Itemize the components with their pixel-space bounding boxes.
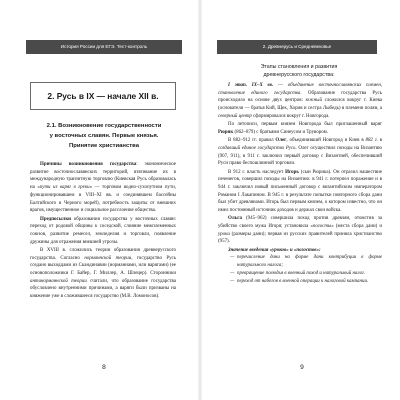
text-run: Причины возникновения государства (40, 162, 137, 167)
text-run: пути из варяг в греки (39, 185, 90, 191)
text-run: Предпосылки (40, 216, 72, 222)
paragraph (30, 161, 176, 215)
paragraph (218, 215, 382, 246)
paragraph (30, 247, 176, 301)
text-run: » — торговом водно-сухопутном пути, функционировавшем в VIII–XI вв. и соединявшем бассейны Балтийского и Черного морей), потребность защиты от внешних врагов, имущественное и социальное расслоение общества. (30, 185, 176, 214)
note-item (218, 278, 382, 286)
text-run: (размеры дани); первая из русских правителей приняла христианство (957). (218, 231, 382, 245)
text-run: уроки (218, 231, 230, 237)
paragraph (218, 137, 382, 168)
text-run: В 882–912 гг. правил (228, 138, 276, 144)
text-run: (862–879) с братьями Синеусом и Трувором. (233, 129, 329, 135)
text-run: образования государства у восточных славян: переход от родовой общины к соседской, слияние межплеменных союзов, развитие ремесел, земледелия и торговли, появление дружины для отражения внешней угрозы. (30, 216, 176, 245)
stages-heading-line: Этапы становления и развития (260, 64, 338, 70)
text-run: антинорманнской теории (30, 278, 87, 284)
text-run: В XVIII в. сложились теории образования древнерусского государства. Согласно (30, 247, 176, 261)
note-bullet: — (230, 270, 235, 276)
note-text: превращение полюдья в военный поход и натуральный налог. (237, 270, 366, 276)
text-run: Ольга (228, 216, 242, 222)
note-title: Значение введения «уроков» и «погостов»: (228, 247, 321, 253)
text-run: сложился вокруг г. Киева (основатели — братья Кий, Щек, Хорив и сестра Лыбедь) в племени полян, а (218, 98, 382, 112)
text-run: объединение восточнославянских племен, становление единого государства (218, 83, 383, 96)
paragraph (30, 216, 176, 247)
section-heading (38, 121, 170, 151)
text-run: Рюрик (218, 129, 234, 135)
left-running-head: История России для ЕГЭ. Тест-контроль (26, 40, 182, 54)
note-bullet: — (230, 255, 235, 261)
paragraph (218, 121, 382, 136)
text-run: : экономическое развитие восточнославянских территорий, втягивание их в международную транзитную торговлю (Киевская Русь образовалась на « (30, 162, 176, 191)
chapter-title-box (30, 82, 176, 110)
text-run: Игорь (285, 169, 299, 175)
note-item (218, 270, 382, 278)
right-paragraphs (218, 82, 382, 246)
right-running-head: 2. Древнерусь и Средневековье (217, 40, 377, 54)
text-run: , объединивший Новгород и Киев в (286, 138, 366, 144)
text-run: создавший единое государство Русь (218, 145, 296, 151)
paragraph (218, 169, 382, 215)
text-run: , государство Русь создано выходцами из Скандинавии (норманнами, или варягами) (ее основоположники Г. Байер, Г. Миллер, А. Шлецер). Сторонники (30, 255, 176, 277)
text-run: — (273, 83, 288, 88)
right-body-text (218, 82, 382, 285)
text-run: погосты (312, 224, 332, 230)
text-run: По летописи, первым князем Новгорода был приглашенный варяг (228, 122, 382, 128)
right-page (202, 0, 400, 400)
note-list (218, 254, 382, 285)
left-page (0, 0, 198, 400)
text-run: (945–962) совершила поход против древлян, отомстив за убийство своего мужа Игоря; установила « (218, 216, 382, 230)
text-run: . Образование государства Русь происходило на основе двух центров: (218, 90, 382, 104)
text-run: (сын Рюрика). Он отразил нашествие печенегов, совершил походы на Византию: в 941 г. потерпел поражение и в 944 г. заключил новый письменный договор с византийским императором Романом I Лакапином. В 945 г. в результате попытки повторного сбора дани был убит древлянами. Игорь был первым князем, о котором известно, что он имел постоянный источник доходов и держал свои войска. (218, 169, 383, 214)
section-heading-line: Принятие христианства (69, 143, 139, 149)
note-text: перечисление дани на форме дани контрибуции в форме натурального налога; (237, 255, 382, 269)
section-heading-line: у восточных славян. Первые князья. (49, 133, 159, 139)
text-run: южный (305, 98, 322, 104)
left-page-number: 8 (102, 364, 106, 371)
note-item (218, 254, 382, 269)
paragraph (218, 82, 382, 121)
text-run: в (377, 138, 382, 144)
section-heading-line: 2.1. Возникновение государственности (46, 123, 162, 129)
stages-heading (240, 63, 358, 80)
note-bullet: — (230, 278, 235, 284)
note-text: переход от набегов в военной операции к налоговой кампании. (237, 278, 369, 284)
text-run: В 912 г. власть наследует (228, 169, 286, 175)
text-run: Олег (275, 138, 287, 144)
right-page-number: 9 (300, 364, 304, 371)
text-run: норманнской теории (84, 255, 132, 261)
text-run: . Олег осуществил походы на Византию (907, 911), в 911 г. заключил первый договор с Византией, обеспечивший Руси право беспошлинной торговли. (218, 145, 382, 167)
left-body-text (30, 161, 176, 301)
stages-heading-line: древнерусского государства: (263, 72, 335, 79)
text-run: сформировался вокруг г. Новгорода. (251, 113, 330, 119)
text-run: 882 г. (365, 138, 378, 144)
text-run: » (места сбора дани) и (331, 224, 382, 230)
chapter-title: 2. Русь в IX — начале XII в. (47, 91, 159, 101)
text-run: северный центр (218, 113, 252, 119)
text-run: считали, что образование государства обусловлено внутренними причинами, а варяги были призваны на княжение уже в сложившееся государство (М.В. Ломоносов). (30, 278, 177, 300)
text-run: I этап. IX–X вв. (228, 83, 274, 88)
